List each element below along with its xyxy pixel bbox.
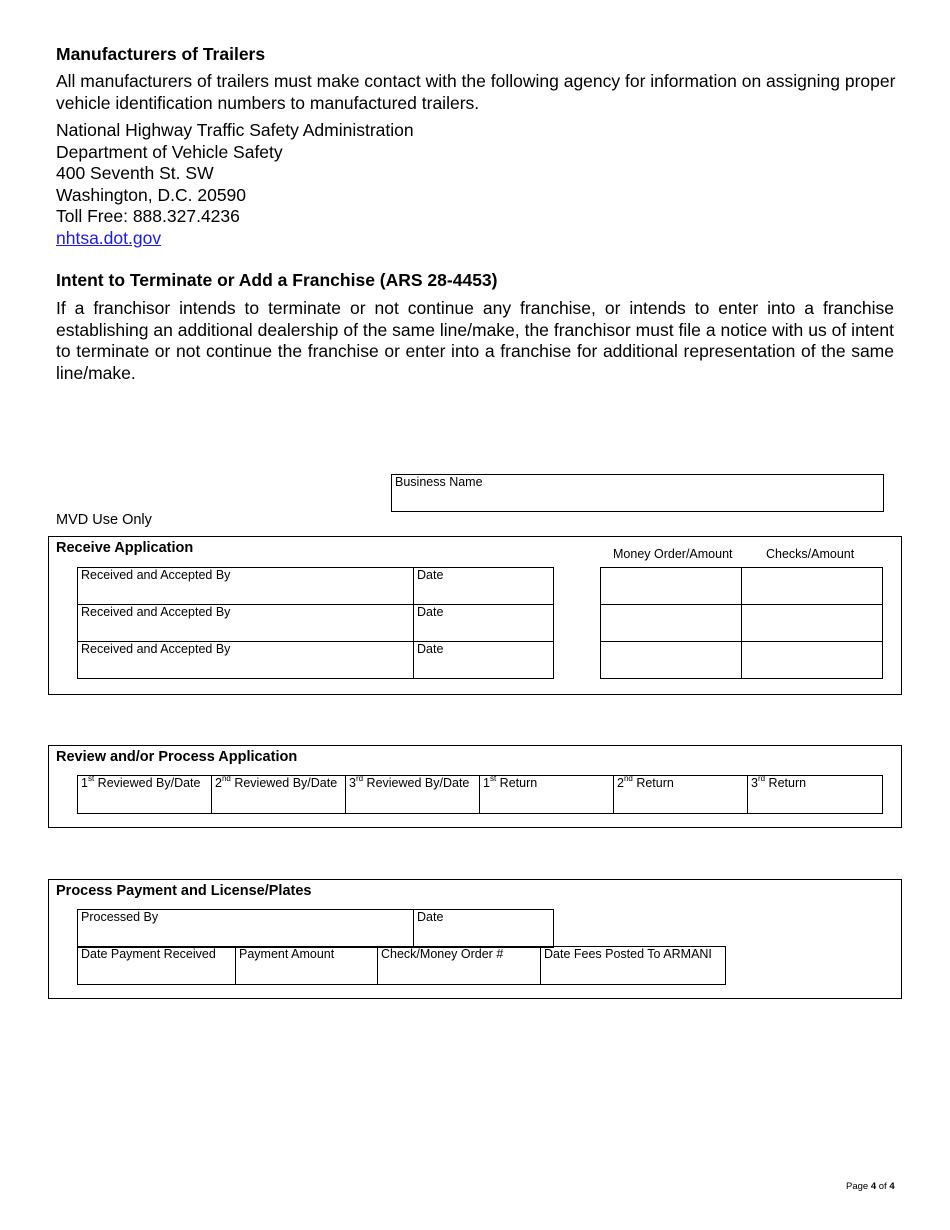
date-fees-posted-field[interactable] (540, 946, 726, 985)
mvd-use-only-label: MVD Use Only (56, 512, 152, 528)
payment-amount-label: Payment Amount (239, 947, 335, 961)
ordinal: 1 (483, 776, 490, 790)
column-label: Reviewed By/Date (363, 776, 470, 790)
date-payment-received-label: Date Payment Received (81, 947, 216, 961)
agency-address (56, 120, 414, 249)
date-fees-posted-label: Date Fees Posted To ARMANI (544, 947, 712, 961)
ordinal-suffix: st (87, 774, 95, 783)
date-payment-received-field[interactable] (77, 946, 236, 985)
reviewed-by-date-field-3[interactable] (345, 775, 480, 814)
column-label: Return (496, 776, 538, 790)
address-line: National Highway Traffic Safety Administration (56, 120, 414, 140)
received-date-field[interactable] (413, 641, 554, 679)
franchise-body: If a franchisor intends to terminate or not continue any franchise, or intends to enter into a franchise establishing an additional dealership of the same line/make, the franchisor must file a notice with us of intent to terminate or not continue the franchise or enter into a franchise for additional representation of the same line/make. (56, 298, 894, 383)
process-payment-title: Process Payment and License/Plates (56, 883, 312, 899)
check-money-order-field[interactable] (377, 946, 541, 985)
ordinal: 2 (617, 776, 624, 790)
manufacturers-body: All manufacturers of trailers must make contact with the following agency for information on assigning proper vehicle identification numbers to manufactured trailers. (56, 71, 896, 113)
received-accepted-by-field[interactable] (77, 604, 414, 642)
column-label: Return (765, 776, 807, 790)
column-label: Return (632, 776, 674, 790)
ordinal-suffix: st (489, 774, 497, 783)
received-label: Received and Accepted By (81, 568, 231, 582)
received-label: Received and Accepted By (81, 605, 231, 619)
nhtsa-link[interactable]: nhtsa.dot.gov (56, 227, 162, 248)
page-total: 4 (889, 1181, 895, 1192)
return-field-3[interactable] (747, 775, 883, 814)
received-date-field[interactable] (413, 604, 554, 642)
checks-amount-label: Checks/Amount (766, 547, 855, 561)
return-field-1[interactable] (479, 775, 614, 814)
review-application-title: Review and/or Process Application (56, 749, 298, 765)
checks-amount-field[interactable] (741, 641, 883, 679)
return-field-2[interactable] (613, 775, 748, 814)
checks-amount-field[interactable] (741, 567, 883, 605)
reviewed-by-date-field-1[interactable] (77, 775, 212, 814)
page-of: of (876, 1181, 890, 1192)
ordinal: 2 (215, 776, 222, 790)
address-line: Department of Vehicle Safety (56, 141, 283, 162)
money-order-amount-field[interactable] (600, 604, 742, 642)
received-accepted-by-field[interactable] (77, 641, 414, 679)
money-order-amount-field[interactable] (600, 567, 742, 605)
processed-by-field[interactable] (77, 909, 414, 948)
address-line: 400 Seventh St. SW (56, 163, 214, 183)
checks-amount-field[interactable] (741, 604, 883, 642)
ordinal-suffix: rd (355, 774, 364, 783)
received-label: Received and Accepted By (81, 642, 231, 656)
ordinal-suffix: rd (757, 774, 766, 783)
page-prefix: Page (846, 1181, 871, 1192)
date-label: Date (417, 642, 444, 656)
business-name-label: Business Name (395, 475, 483, 489)
column-label: Reviewed By/Date (94, 776, 201, 790)
processed-by-label: Processed By (81, 910, 159, 924)
section-title-manufacturers: Manufacturers of Trailers (56, 44, 266, 64)
receive-application-title: Receive Application (56, 540, 194, 556)
date-label: Date (417, 910, 444, 924)
section-title-franchise: Intent to Terminate or Add a Franchise (ARS 28-4453) (56, 270, 498, 290)
ordinal-suffix: nd (623, 774, 633, 783)
received-accepted-by-field[interactable] (77, 567, 414, 605)
reviewed-by-date-field-2[interactable] (211, 775, 346, 814)
business-name-field[interactable] (391, 474, 884, 512)
processed-date-field[interactable] (413, 909, 554, 948)
date-label: Date (417, 605, 444, 619)
ordinal: 1 (81, 776, 88, 790)
payment-amount-field[interactable] (235, 946, 378, 985)
ordinal: 3 (751, 776, 758, 790)
date-label: Date (417, 568, 444, 582)
received-date-field[interactable] (413, 567, 554, 605)
address-line: Toll Free: 888.327.4236 (56, 206, 240, 226)
money-order-amount-label: Money Order/Amount (613, 547, 733, 561)
address-line: Washington, D.C. 20590 (56, 184, 247, 205)
page-current: 4 (870, 1181, 877, 1192)
ordinal: 3 (349, 776, 356, 790)
money-order-amount-field[interactable] (600, 641, 742, 679)
page-number (846, 1181, 895, 1192)
column-label: Reviewed By/Date (230, 776, 338, 790)
ordinal-suffix: nd (221, 774, 231, 783)
check-money-order-label: Check/Money Order # (381, 947, 504, 961)
